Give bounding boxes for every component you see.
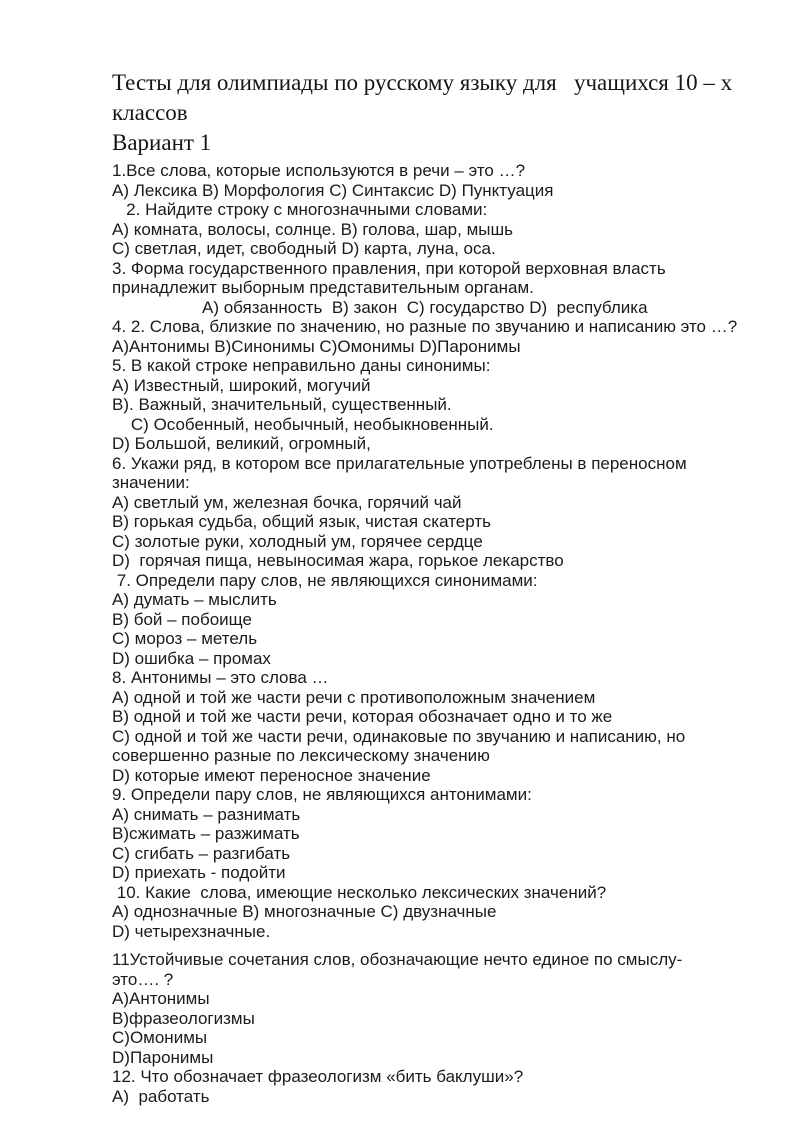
- document-body: [112, 161, 738, 1106]
- text-line: 11Устойчивые сочетания слов, обозначающие нечто единое по смыслу-: [112, 950, 683, 969]
- text-line: D) четырехзначные.: [112, 921, 271, 941]
- text-line: В) горькая судьба, общий язык, чистая скатерть: [112, 512, 491, 531]
- text-line: D) которые имеют переносное значение: [112, 765, 431, 785]
- text-line: 6. Укажи ряд, в котором все прилагательные употреблены в переносном значении:: [112, 453, 692, 492]
- text-line: В)фразеологизмы: [112, 1008, 255, 1028]
- text-line: В)сжимать – разжимать: [112, 824, 300, 843]
- variant-heading: Вариант 1: [112, 130, 212, 155]
- text-line: это…. ?: [112, 969, 174, 989]
- document-title: Тесты для олимпиады по русскому языку для учащихся 10 – х классов: [112, 70, 738, 125]
- text-line: 9. Определи пару слов, не являющихся антонимами:: [112, 785, 532, 804]
- text-line: А) одной и той же части речи с противоположным значением: [112, 687, 596, 707]
- text-line: С) мороз – метель: [112, 629, 258, 648]
- text-line: А) однозначные В) многозначные С) двузначные: [112, 902, 497, 921]
- text-line: А)Антонимы: [112, 989, 210, 1008]
- text-line: А) Лексика В) Морфология С) Синтаксис D) Пунктуация: [112, 180, 554, 200]
- text-line: D) приехать - подойти: [112, 863, 286, 882]
- text-line: В) одной и той же части речи, которая обозначает одно и то же: [112, 707, 613, 726]
- text-line: 5. В какой строке неправильно даны синонимы:: [112, 356, 491, 375]
- text-line: С) светлая, идет, свободный D) карта, луна, оса.: [112, 239, 496, 258]
- text-line: А) обязанность В) закон С) государство D) республика: [202, 297, 648, 317]
- text-line: А) думать – мыслить: [112, 590, 277, 609]
- text-line: А) светлый ум, железная бочка, горячий чай: [112, 492, 462, 512]
- text-line: 12. Что обозначает фразеологизм «бить баклуши»?: [112, 1067, 524, 1086]
- text-line: С) одной и той же части речи, одинаковые по звучанию и написанию, но: [112, 726, 686, 746]
- text-line: 7. Определи пару слов, не являющихся синонимами:: [112, 570, 538, 590]
- text-line: 2. Найдите строку с многозначными словами:: [112, 200, 488, 219]
- text-line: совершенно разные по лексическому значению: [112, 746, 490, 765]
- text-line: С)Омонимы: [112, 1028, 208, 1047]
- text-line: В). Важный, значительный, существенный.: [112, 395, 452, 414]
- text-line: D) горячая пища, невыносимая жара, горькое лекарство: [112, 551, 564, 570]
- text-line: С) золотые руки, холодный ум, горячее сердце: [112, 531, 483, 551]
- text-line: 10. Какие слова, имеющие несколько лексических значений?: [112, 882, 607, 902]
- text-line: 1.Все слова, которые используются в речи – это …?: [112, 161, 526, 180]
- text-line: D) Большой, великий, огромный,: [112, 434, 371, 453]
- text-line: принадлежит выборным представительным органам.: [112, 278, 534, 297]
- text-line: D)Паронимы: [112, 1047, 214, 1067]
- text-line: А) снимать – разнимать: [112, 804, 301, 824]
- text-line: А)Антонимы В)Синонимы С)Омонимы D)Паронимы: [112, 336, 521, 356]
- text-line: С) Особенный, необычный, необыкновенный.: [112, 414, 494, 434]
- text-line: В) бой – побоище: [112, 609, 252, 629]
- text-line: 4. 2. Слова, близкие по значению, но разные по звучанию и написанию это …?: [112, 317, 738, 336]
- text-line: 3. Форма государственного правления, при которой верховная власть: [112, 258, 666, 278]
- text-line: 8. Антонимы – это слова …: [112, 668, 329, 687]
- text-line: А) работать: [112, 1086, 210, 1106]
- text-line: А) комната, волосы, солнце. В) голова, шар, мышь: [112, 219, 513, 239]
- text-line: С) сгибать – разгибать: [112, 843, 291, 863]
- text-line: А) Известный, широкий, могучий: [112, 375, 371, 395]
- text-line: D) ошибка – промах: [112, 648, 271, 668]
